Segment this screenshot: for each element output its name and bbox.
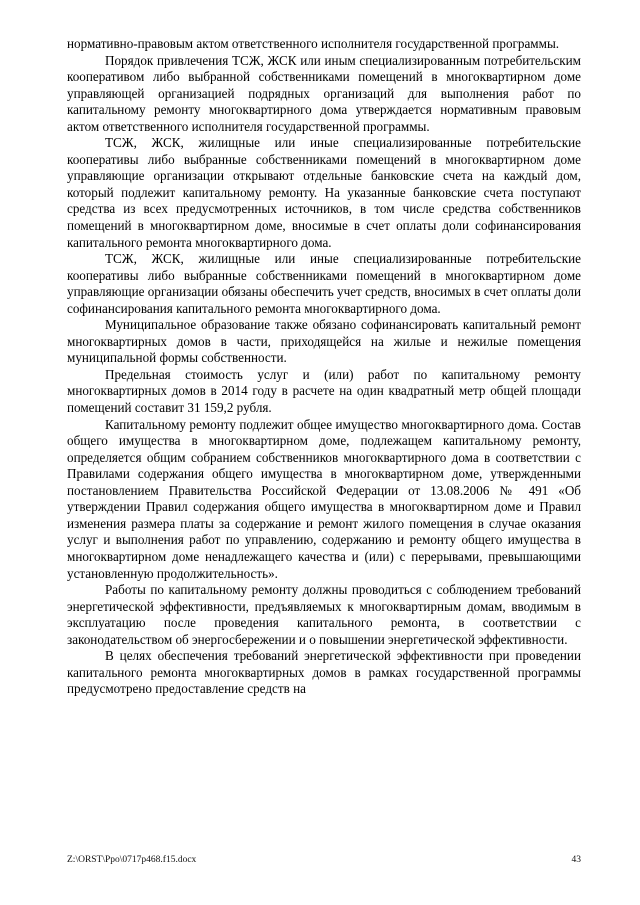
footer-file-path: Z:\ORST\Ppo\0717p468.f15.docx — [67, 855, 197, 865]
page-footer — [67, 855, 581, 869]
paragraph-continuation: нормативно-правовым актом ответственного исполнителя государственной программы. — [67, 36, 560, 51]
paragraph-municipal-cofinancing: Муниципальное образование также обязано софинансировать капитальный ремонт многоквартирных домов в части, приходящейся на жилые и нежилые помещения муниципальной формы собственности. — [67, 317, 581, 366]
paragraph-bank-accounts: ТСЖ, ЖСК, жилищные или иные специализированные потребительские кооперативы либо выбранные собственниками помещений в многоквартирном доме управляющие организации открывают отдельные банковские счета на каждый дом, который подлежит капитальному ремонту. На указанные банковские счета поступают средства из всех предусмотренных источников, в том числе средства собственников помещений в многоквартирном доме, вносимые в счет оплаты доли софинансирования капитального ремонта многоквартирного дома. — [67, 135, 581, 250]
paragraph-common-property: Капитальному ремонту подлежит общее имущество многоквартирного дома. Состав общего имущества в многоквартирном доме, подлежащем капитальному ремонту, определяется общим собранием собственников многоквартирного дома в соответствии с Правилами содержания общего имущества в многоквартирном доме, утвержденными постановлением Правительства Российской Федерации от 13.08.2006 № 491 «Об утверждении Правил содержания общего имущества в многоквартирном доме и Правил изменения размера платы за содержание и ремонт жилого помещения в случае оказания услуг и выполнения работ по управлению, содержанию и ремонту общего имущества в многоквартирном доме ненадлежащего качества и (или) с перерывами, превышающими установленную продолжительность». — [67, 416, 581, 581]
paragraph-energy-efficiency: Работы по капитальному ремонту должны проводиться с соблюдением требований энергетической эффективности, предъявляемых к многоквартирным домам, вводимым в эксплуатацию после проведения капитального ремонта, в соответствии с законодательством об энергосбережении и о повышении энергетической эффективности. — [67, 582, 581, 647]
paragraph-cost-limit: Предельная стоимость услуг и (или) работ по капитальному ремонту многоквартирных домов в 2014 году в расчете на один квадратный метр общей площади помещений составит 31 159,2 рубля. — [67, 366, 581, 416]
page-number: 43 — [571, 855, 581, 865]
paragraph-funds-accounting: ТСЖ, ЖСК, жилищные или иные специализированные потребительские кооперативы либо выбранные собственниками помещений в многоквартирном доме управляющие организации обязаны обеспечить учет средств, вносимых в счет оплаты доли софинансирования капитального ремонта многоквартирного дома. — [67, 251, 581, 316]
document-body — [67, 36, 581, 698]
paragraph-energy-requirements: В целях обеспечения требований энергетической эффективности при проведении капитального ремонта многоквартирных домов в рамках государственной программы предусмотрено предоставление средств на — [67, 648, 581, 697]
paragraph-contractor-procedure: Порядок привлечения ТСЖ, ЖСК или иным специализированным потребительским кооперативом либо выбранной собственниками помещений в многоквартирном доме управляющей организацией подрядных организаций для выполнения работ по капитальному ремонту многоквартирного дома утверждается нормативным правовым актом ответственного исполнителя государственной программы. — [67, 52, 581, 134]
